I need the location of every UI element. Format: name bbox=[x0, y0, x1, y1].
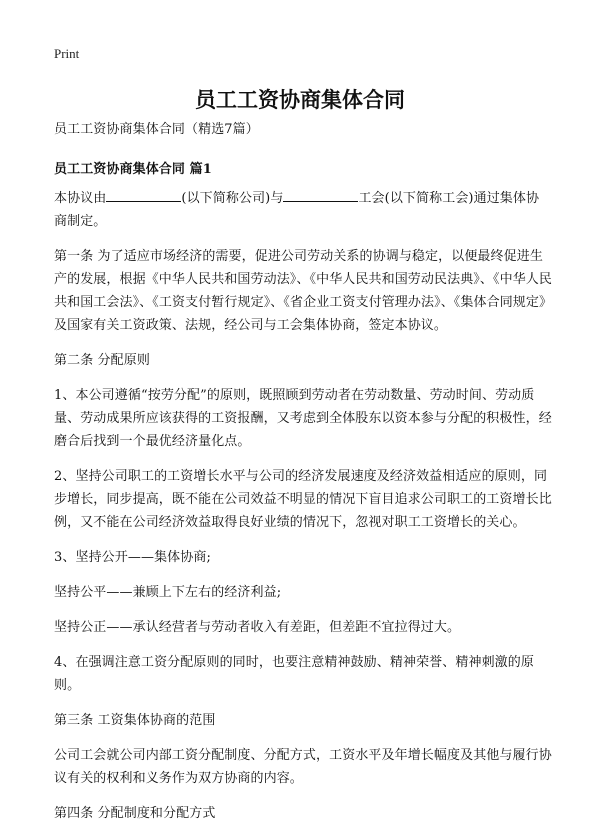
paragraph: 第三条 工资集体协商的范围 bbox=[54, 713, 216, 728]
intro-paragraph bbox=[54, 187, 552, 233]
document-body bbox=[54, 118, 552, 837]
paragraph: 1、本公司遵循“按劳分配”的原则，既照顾到劳动者在劳动数量、劳动时间、劳动质量、劳动成果所应该获得的工资报酬，又考虑到全体股东以资本参与分配的积极性，经磨合后找到一个最优经济量化点。 bbox=[54, 388, 552, 449]
paragraph: 2、坚持公司职工的工资增长水平与公司的经济发展速度及经济效益相适应的原则，同步增长，同步提高，既不能在公司效益不明显的情况下盲目追求公司职工的工资增长比例，又不能在公司经济效益取得良好业绩的情况下，忽视对职工工资增长的关心。 bbox=[54, 469, 552, 530]
intro-text-3: 工会(以下简称工会)通过集体协商制定。 bbox=[54, 191, 540, 229]
print-link[interactable]: Print bbox=[54, 46, 80, 61]
document-subtitle: 员工工资协商集体合同（精选7篇） bbox=[54, 122, 259, 137]
document-title: 员工工资协商集体合同 bbox=[195, 88, 405, 112]
blank-line-union bbox=[283, 188, 358, 202]
paragraph: 第二条 分配原则 bbox=[54, 353, 150, 368]
paragraph: 3、坚持公开——集体协商; bbox=[54, 550, 211, 565]
intro-text-1: 本协议由 bbox=[54, 191, 107, 206]
intro-text-2: (以下简称公司)与 bbox=[181, 191, 284, 206]
paragraph: 第一条 为了适应市场经济的需要，促进公司劳动关系的协调与稳定，以便最终促进生产的发展，根据《中华人民共和国劳动法》、《中华人民共和国劳动民法典》、《中华人民共和国工会法》、《工资支付暂行规定》、《省企业工资支付管理办法》、《集体合同规定》及国家有关工资政策、法规，经公司与工会集体协商，签定本协议。 bbox=[54, 249, 553, 333]
blank-line-company bbox=[106, 188, 181, 202]
paragraph: 坚持公正——承认经营者与劳动者收入有差距，但差距不宜拉得过大。 bbox=[54, 620, 461, 635]
paragraph: 第四条 分配制度和分配方式 bbox=[54, 806, 216, 821]
paragraph: 4、在强调注意工资分配原则的同时，也要注意精神鼓励、精神荣誉、精神刺激的原则。 bbox=[54, 655, 534, 693]
paragraph: 公司工会就公司内部工资分配制度、分配方式，工资水平及年增长幅度及其他与履行协议有关的权利和义务作为双方协商的内容。 bbox=[54, 748, 552, 786]
section-heading: 员工工资协商集体合同 篇1 bbox=[54, 162, 212, 177]
paragraph: 坚持公平——兼顾上下左右的经济利益; bbox=[54, 585, 282, 600]
